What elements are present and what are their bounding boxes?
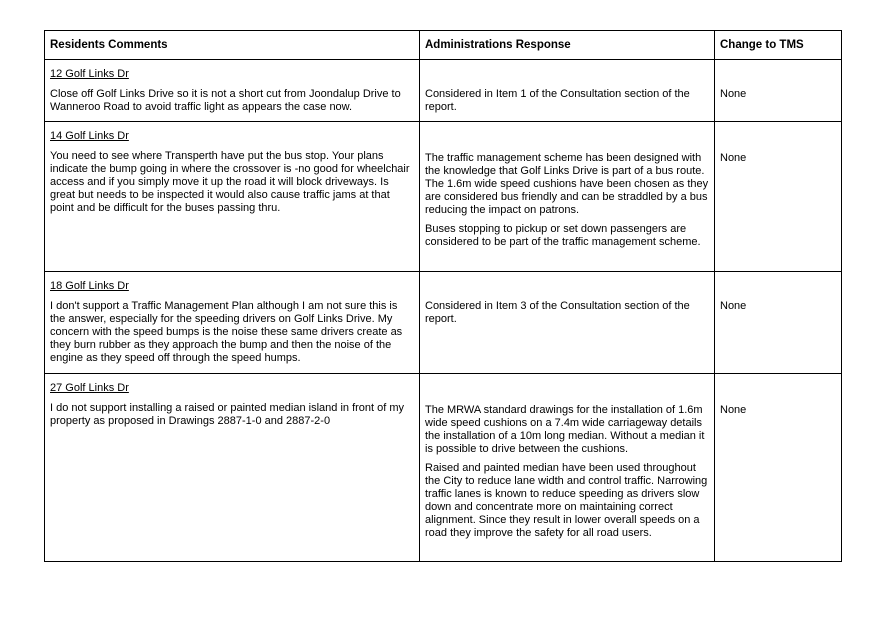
admin-response-cell [420,374,715,562]
resident-address: 12 Golf Links Dr [50,68,129,80]
header-change-to-tms: Change to TMS [715,31,842,60]
residents-comment-cell [45,122,420,272]
change-cell [715,272,842,374]
resident-address: 18 Golf Links Dr [50,280,129,292]
table-row [45,60,842,122]
admin-response: Considered in Item 1 of the Consultation section of the report. [425,88,690,113]
admin-response: Raised and painted median have been used throughout the City to reduce lane width and control traffic. Narrowing traffic lanes is known to reduce speeding as drivers slow down and concentrate more on maintaining correct alignment. Since they result in lower overall speeds on a road they improve the safety for all road users. [425,462,708,539]
residents-comment-cell [45,60,420,122]
admin-response: Considered in Item 3 of the Consultation section of the report. [425,300,690,325]
change-cell [715,374,842,562]
table-row [45,122,842,272]
header-administrations-response: Administrations Response [420,31,715,60]
resident-address: 14 Golf Links Dr [50,130,129,142]
resident-comment: Close off Golf Links Drive so it is not a short cut from Joondalup Drive to Wanneroo Road to avoid traffic light as appears the case now. [50,88,401,113]
admin-response-cell [420,272,715,374]
change-cell [715,60,842,122]
consultation-table [44,30,842,562]
admin-response-cell [420,60,715,122]
table-row [45,374,842,562]
change-value: None [720,152,747,164]
change-value: None [720,404,747,416]
resident-address: 27 Golf Links Dr [50,382,129,394]
header-row [45,31,842,60]
header-residents-comments: Residents Comments [45,31,420,60]
admin-response: The traffic management scheme has been designed with the knowledge that Golf Links Drive is part of a bus route. The 1.6m wide speed cushions have been chosen as they are considered bus friendly and can be straddled by a bus reducing the impact on patrons. [425,152,709,216]
change-cell [715,122,842,272]
admin-response-cell [420,122,715,272]
admin-response: The MRWA standard drawings for the installation of 1.6m wide speed cushions on a 7.4m wide carriageway details the installation of a 10m long median. Without a median it is possible to drive between the cushions. [425,404,705,455]
change-value: None [720,88,747,100]
resident-comment: You need to see where Transperth have put the bus stop. Your plans indicate the bump going in where the crossover is -no good for wheelchair access and if you simply move it up the road it will block driveways. Is great but needs to be inspected it would also cause traffic jams at that point and be difficult for the buses passing thru. [50,150,410,214]
change-value: None [720,300,747,312]
residents-comment-cell [45,272,420,374]
resident-comment: I do not support installing a raised or painted median island in front of my property as proposed in Drawings 2887-1-0 and 2887-2-0 [50,402,405,427]
residents-comment-cell [45,374,420,562]
table-row [45,272,842,374]
admin-response: Buses stopping to pickup or set down passengers are considered to be part of the traffic management scheme. [425,223,701,248]
resident-comment: I don't support a Traffic Management Plan although I am not sure this is the answer, especially for the speeding drivers on Golf Links Drive. My concern with the speed bumps is the noise these same drivers create as they burn rubber as they approach the bump and then the noise of the engine as they speed off through the speed humps. [50,300,403,364]
